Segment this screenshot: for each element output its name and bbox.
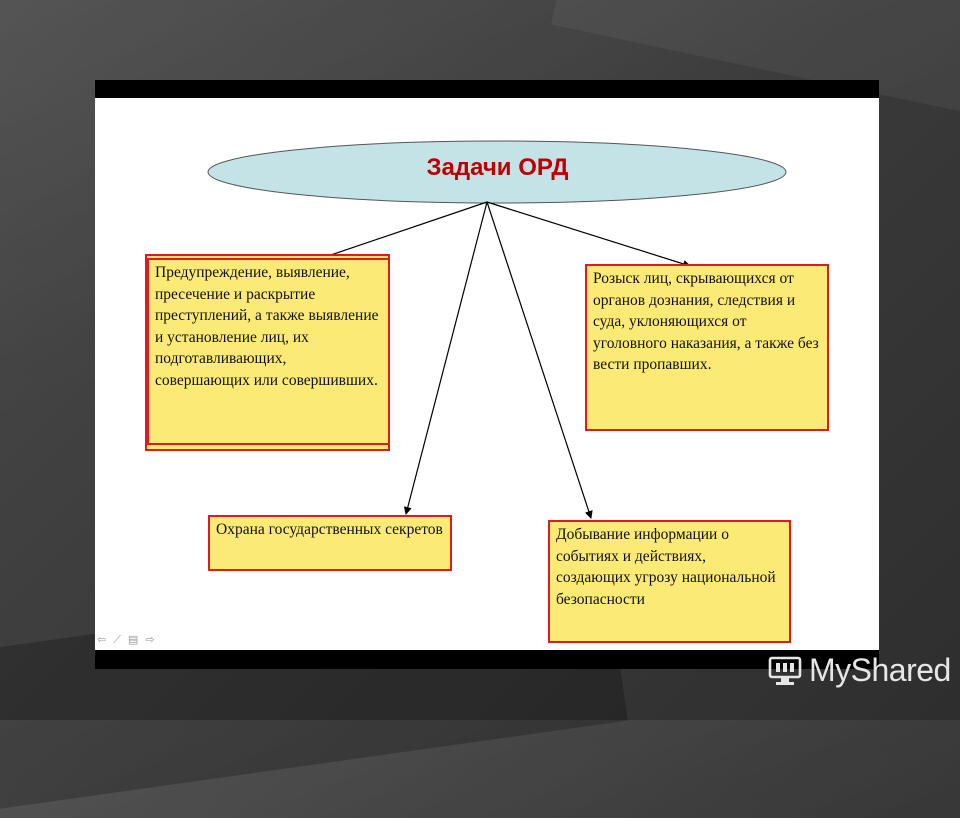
root-node-label: Задачи ОРД	[426, 154, 569, 181]
slide-bottom-bar	[95, 650, 879, 669]
next-slide-icon[interactable]: ⇨	[145, 633, 162, 646]
task-box-secrets: Охрана государственных секретов	[208, 515, 452, 571]
slide-frame	[95, 80, 879, 669]
task-box-information: Добывание информации о событиях и действиях, создающих угрозу национальной безопасности	[548, 520, 791, 643]
monitor-logo-icon	[767, 653, 803, 689]
pen-icon[interactable]: ⟋	[113, 633, 128, 646]
task-box-prevention: Предупреждение, выявление, пресечение и раскрытие преступлений, а также выявление и установление лиц, их подготавливающих, совершающих или совершивших.	[147, 258, 390, 445]
arrow-to-search	[487, 202, 690, 266]
watermark-text: MyShared	[809, 652, 951, 688]
previous-slide-icon[interactable]: ⇦	[97, 633, 114, 646]
menu-icon[interactable]: ▤	[127, 633, 146, 646]
slide-canvas	[95, 98, 879, 650]
slide-top-bar	[95, 80, 879, 98]
slide-nav-controls	[97, 633, 162, 647]
arrow-to-information	[487, 202, 591, 518]
watermark	[767, 652, 951, 689]
arrow-to-secrets	[406, 202, 487, 514]
task-box-search: Розыск лиц, скрывающихся от органов дознания, следствия и суда, уклоняющихся от уголовного наказания, а также без вести пропавших.	[585, 264, 829, 431]
